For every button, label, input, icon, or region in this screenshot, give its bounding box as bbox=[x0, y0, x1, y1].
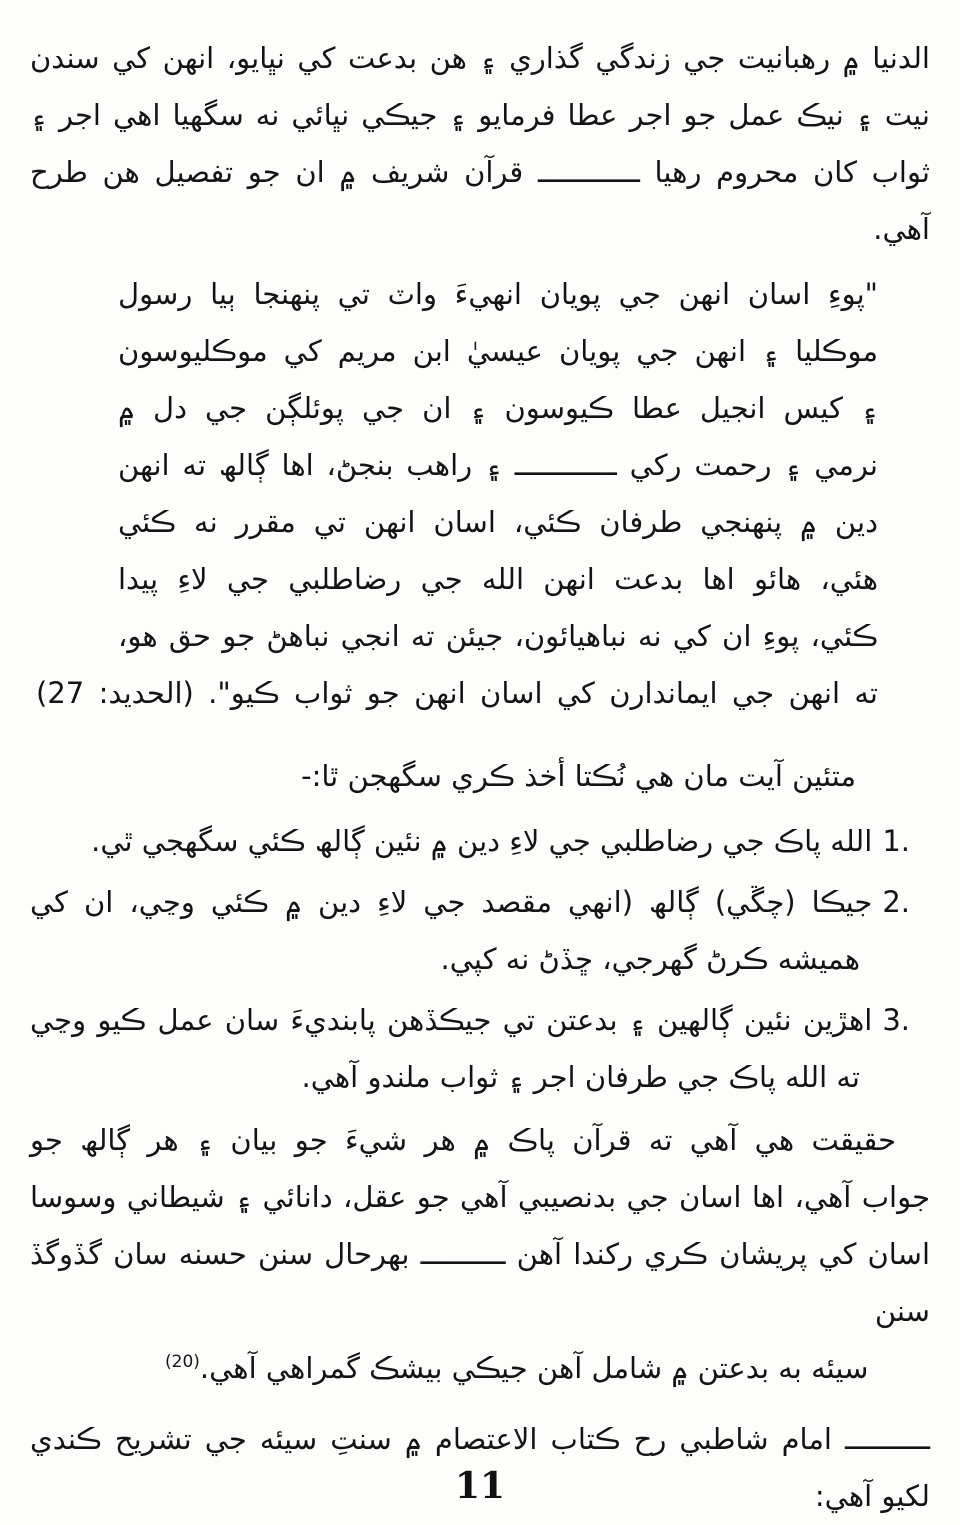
text-line: سيئه به بدعتن ۾ شامل آهن جيڪي بيشڪ گمراهي آهي.(20) bbox=[165, 1351, 869, 1385]
text-line: اسان کي پريشان ڪري رکندا آهن ــــــــــ بهرحال سنن حسنه سان گڏوگڏ سنن bbox=[30, 1237, 930, 1328]
list-item-line bbox=[30, 813, 910, 870]
list-item-text: جيڪا (چڱي) ڳالھ (انهي مقصد جي لاءِ دين ۾ ڪئي وڃي، ان کي bbox=[30, 885, 873, 919]
quote-line: هئي، هائو اها بدعت انهن الله جي رضاطلبي جي لاءِ پيدا bbox=[118, 562, 878, 596]
quote-line: نرمي ۽ رحمت رکي ــــــــــــ ۽ راهب بنجڻ، اها ڳالھ ته انهن bbox=[118, 448, 878, 482]
list-number: 2. bbox=[882, 885, 910, 919]
list-item bbox=[30, 813, 930, 870]
text-line: نيت ۽ نيڪ عمل جو اجر عطا فرمايو ۽ جيڪي نڀائي نه سگهيا اهي اجر ۽ bbox=[30, 98, 930, 132]
numbered-points-list bbox=[30, 813, 930, 1106]
footnote-line: لکيو آهي: bbox=[814, 1479, 930, 1513]
text-line: حقيقت هي آهي ته قرآن پاڪ ۾ هر شيءَ جو بيان ۽ هر ڳالھ جو bbox=[30, 1123, 896, 1157]
list-item-text: اهڙين نئين ڳالهين ۽ بدعتن تي جيڪڏهن پابنديءَ سان عمل ڪيو وڃي bbox=[30, 1003, 873, 1037]
list-number: 3. bbox=[882, 1003, 910, 1037]
opening-paragraph bbox=[30, 30, 930, 258]
quran-quote-block bbox=[36, 266, 878, 722]
quote-line: دين ۾ پنهنجي طرفان ڪئي، اسان انهن تي مقرر نه ڪئي bbox=[118, 505, 878, 539]
text-line: الدنيا ۾ رهبانيت جي زندگي گذاري ۽ هن بدعت کي نڀايو، انهن کي سندن bbox=[30, 41, 930, 75]
list-item bbox=[30, 874, 930, 988]
text-line: جواب آهي، اها اسان جي بدنصيبي آهي جو عقل، دانائي ۽ شيطاني وسوسا bbox=[30, 1180, 930, 1214]
list-item-line: هميشه ڪرڻ گهرجي، ڇڏڻ نه کپي. bbox=[440, 942, 860, 976]
list-item-line: ته الله پاڪ جي طرفان اجر ۽ ثواب ملندو آهي. bbox=[301, 1060, 860, 1094]
points-intro-line: متئين آيت مان هي نُڪتا أخذ ڪري سگهجن ٿا:- bbox=[301, 759, 856, 793]
quote-line: موڪليا ۽ انهن جي پويان عيسيٰ ابن مريم کي موڪليوسون bbox=[118, 334, 878, 368]
closing-paragraph bbox=[30, 1112, 930, 1397]
page-number: 11 bbox=[454, 1465, 506, 1507]
footnote-line: ــــــــــ امام شاطبي رح ڪتاب الاعتصام ۾ سنتِ سيئه جي تشريح ڪندي bbox=[30, 1422, 930, 1456]
list-number: 1. bbox=[882, 824, 910, 858]
quote-line: "پوءِ اسان انهن جي پويان انهيءَ واٽ تي پنهنجا ٻيا رسول bbox=[118, 277, 878, 311]
quote-line: ڪئي، پوءِ ان کي نه نباهيائون، جيئن ته انجي نباهڻ جو حق هو، bbox=[118, 619, 878, 653]
list-item-text: الله پاڪ جي رضاطلبي جي لاءِ دين ۾ نئين ڳالھ ڪئي سگهجي ٿي. bbox=[91, 824, 873, 858]
list-item-line bbox=[30, 992, 910, 1049]
text-line: ثواب کان محروم رهيا ــــــــــــ قرآن شريف ۾ ان جو تفصيل هن طرح آهي. bbox=[30, 155, 930, 246]
closing-sentence: سيئه به بدعتن ۾ شامل آهن جيڪي بيشڪ گمراهي آهي. bbox=[199, 1351, 869, 1385]
list-item-line bbox=[30, 874, 910, 931]
quote-line: ۽ کيس انجيل عطا ڪيوسون ۽ ان جي پوئلڳن جي دل ۾ bbox=[118, 391, 878, 425]
quote-reference-line: ته انهن جي ايماندارن کي اسان انهن جو ثواب ڪيو". (الحديد: 27) bbox=[36, 676, 878, 710]
list-item bbox=[30, 992, 930, 1106]
